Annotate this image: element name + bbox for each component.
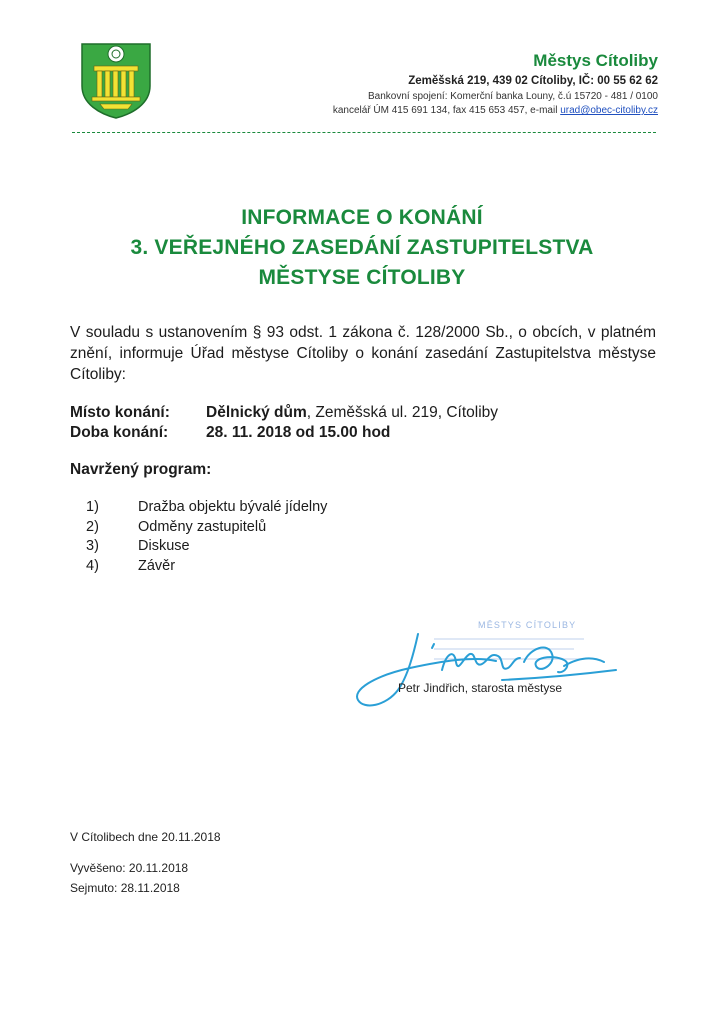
program-item bbox=[86, 537, 327, 557]
date-label: Doba konání: bbox=[70, 424, 169, 441]
handwritten-signature bbox=[352, 628, 622, 718]
org-address: Zeměšská 219, 439 02 Cítoliby, IČ: 00 55 62 62 bbox=[408, 75, 658, 87]
stamp-text: MĚSTYS CÍTOLIBY bbox=[478, 620, 577, 630]
program-item-text: Závěr bbox=[138, 557, 176, 574]
date-value: 28. 11. 2018 od 15.00 hod bbox=[206, 424, 391, 441]
org-bank-details: Bankovní spojení: Komerční banka Louny, č.ú 15720 - 481 / 0100 bbox=[367, 91, 658, 102]
program-item-number: 2) bbox=[86, 518, 99, 535]
signatory-name: Petr Jindřich, starosta městyse bbox=[398, 681, 563, 695]
document-title bbox=[0, 203, 724, 293]
venue-row bbox=[70, 403, 498, 423]
removed-date: Sejmuto: 28.11.2018 bbox=[70, 881, 180, 895]
venue-label: Místo konání: bbox=[70, 404, 170, 421]
place-and-date: V Cítolibech dne 20.11.2018 bbox=[70, 830, 221, 844]
intro-paragraph: V souladu s ustanovením § 93 odst. 1 zákona č. 128/2000 Sb., o obcích, v platném znění, informuje Úřad městyse Cítoliby o konání zasedání Zastupitelstva městyse Cítoliby: bbox=[70, 324, 656, 383]
org-contacts-text: kancelář ÚM 415 691 134, fax 415 653 457, e-mail bbox=[332, 105, 561, 116]
venue-address: , Zeměšská ul. 219, Cítoliby bbox=[306, 404, 499, 421]
program-item-number: 1) bbox=[86, 499, 99, 515]
org-name: Městys Cítoliby bbox=[533, 51, 658, 70]
program-item-number: 4) bbox=[86, 557, 99, 574]
program-item bbox=[86, 557, 327, 577]
date-row bbox=[70, 423, 390, 443]
title-line-1: INFORMACE O KONÁNÍ bbox=[241, 206, 483, 229]
header-divider bbox=[72, 132, 656, 133]
program-heading: Navržený program: bbox=[70, 461, 212, 478]
venue-name: Dělnický dům bbox=[206, 404, 307, 421]
program-item-text: Dražba objektu bývalé jídelny bbox=[138, 499, 328, 515]
posted-date: Vyvěšeno: 20.11.2018 bbox=[70, 861, 189, 875]
program-item-number: 3) bbox=[86, 538, 99, 554]
program-list bbox=[86, 498, 327, 576]
program-item-text: Diskuse bbox=[138, 538, 190, 554]
email-link[interactable]: urad@obec-citoliby.cz bbox=[560, 105, 658, 116]
letterhead bbox=[333, 50, 658, 118]
program-item bbox=[86, 498, 327, 518]
org-contacts bbox=[333, 104, 658, 118]
title-line-3: MĚSTYSE CÍTOLIBY bbox=[258, 266, 466, 289]
program-item bbox=[86, 518, 327, 538]
program-item-text: Odměny zastupitelů bbox=[138, 518, 267, 535]
coat-of-arms-icon bbox=[80, 42, 152, 120]
title-line-2: 3. VEŘEJNÉHO ZASEDÁNÍ ZASTUPITELSTVA bbox=[130, 236, 594, 259]
